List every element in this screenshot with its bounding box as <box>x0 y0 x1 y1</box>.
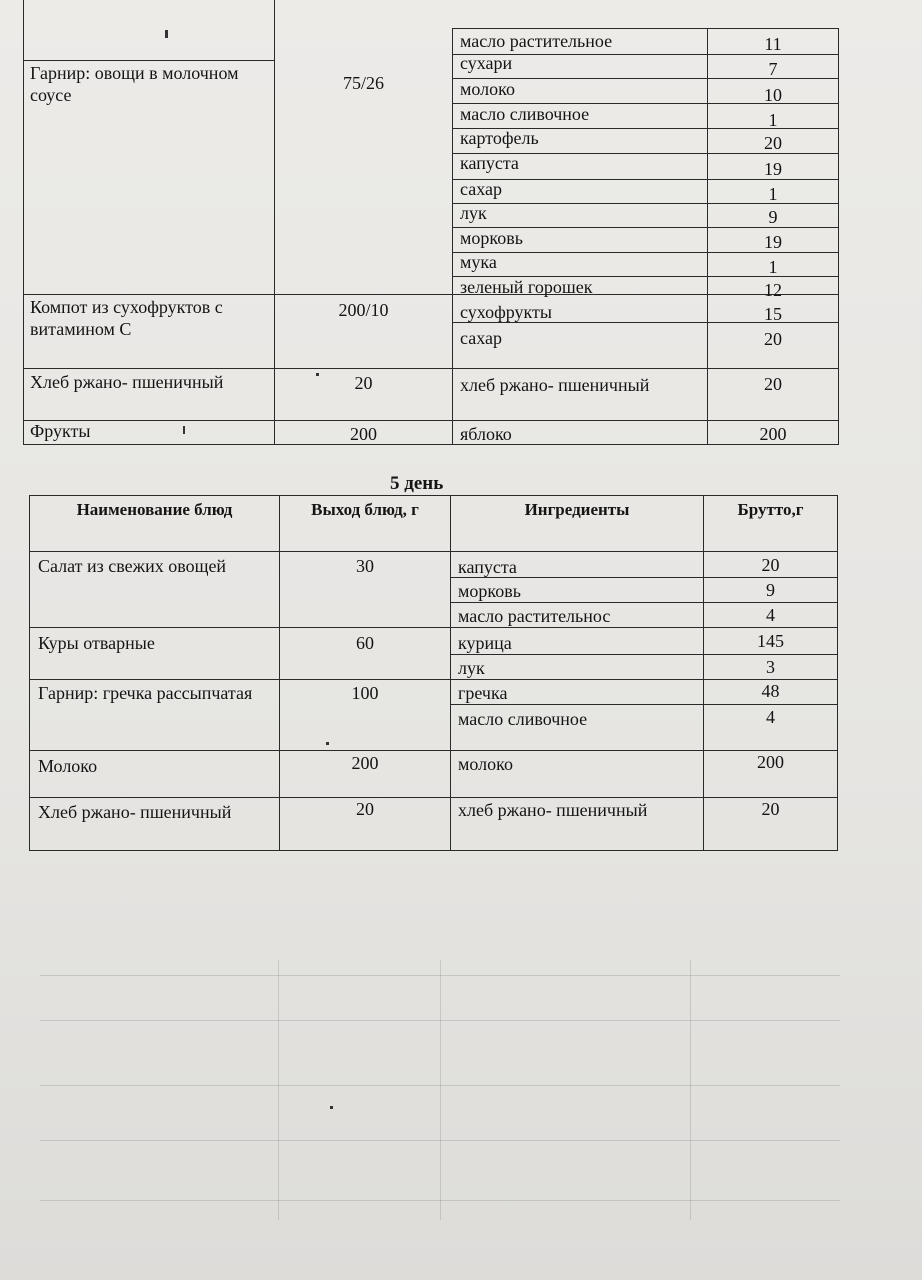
ingredient-cell: лук <box>460 203 487 223</box>
gross-cell: 20 <box>764 133 782 153</box>
ingredient-cell: масло растительное <box>460 31 613 51</box>
day-title: 5 день <box>390 473 444 494</box>
dish-yield: 20 <box>356 799 374 819</box>
ingredient-cell: хлеб ржано- пшеничный <box>460 375 650 395</box>
dish-yield: 20 <box>354 373 373 393</box>
ingredient-cell: масло сливочное <box>458 709 588 729</box>
ingredient-cell: капуста <box>458 557 517 577</box>
ingredient-cell: молоко <box>458 754 513 774</box>
gross-cell: 3 <box>766 657 775 677</box>
dish-name: Салат из свежих овощей <box>38 556 227 576</box>
ingredient-cell: молоко <box>460 79 515 99</box>
gross-cell: 48 <box>761 681 780 701</box>
gross-cell: 145 <box>757 631 784 651</box>
ingredient-cell: хлеб ржано- пшеничный <box>458 800 648 820</box>
gross-cell: 20 <box>761 555 780 575</box>
ingredient-cell: сухари <box>460 53 513 73</box>
ingredient-cell: морковь <box>460 228 523 248</box>
gross-cell: 19 <box>764 232 782 252</box>
dish-name: Молоко <box>38 756 98 776</box>
ingredient-cell: яблоко <box>460 424 512 444</box>
dish-name: Компот из сухофруктов с витамином С <box>30 297 223 339</box>
gross-cell: 19 <box>764 159 782 179</box>
dish-yield: 200 <box>350 424 377 444</box>
ingredient-cell: гречка <box>458 683 508 703</box>
dish-yield: 200/10 <box>338 300 389 320</box>
gross-cell: 20 <box>761 799 780 819</box>
ingredient-cell: масло растительнос <box>458 606 611 626</box>
dish-yield: 60 <box>356 633 374 653</box>
print-mark <box>326 742 329 745</box>
print-mark <box>316 373 319 376</box>
gross-cell: 9 <box>766 580 775 600</box>
gross-cell: 15 <box>764 304 782 324</box>
dish-name: Куры отварные <box>38 633 155 653</box>
ingredient-cell: сахар <box>460 328 502 348</box>
ingredient-cell: морковь <box>458 581 521 601</box>
dish-name: Хлеб ржано- пшеничный <box>38 802 232 822</box>
column-header-yield: Выход блюд, г <box>311 500 419 519</box>
ingredient-cell: капуста <box>460 153 519 173</box>
gross-cell: 1 <box>768 257 778 277</box>
column-header-gross: Брутто,г <box>737 500 804 519</box>
ingredient-cell: масло сливочное <box>460 104 590 124</box>
gross-cell: 20 <box>764 329 782 349</box>
gross-cell: 12 <box>764 280 782 300</box>
ingredient-cell: картофель <box>460 128 539 148</box>
dish-yield: 30 <box>356 556 374 576</box>
gross-cell: 1 <box>768 184 778 204</box>
dish-name: Гарнир: овощи в молочном соусе <box>30 63 239 105</box>
ingredient-cell: сухофрукты <box>460 302 552 322</box>
gross-cell: 20 <box>764 374 782 394</box>
gross-cell: 9 <box>768 207 778 227</box>
print-mark <box>330 1106 333 1109</box>
gross-cell: 200 <box>757 752 784 772</box>
dish-yield: 200 <box>351 753 379 773</box>
print-mark <box>165 30 168 38</box>
gross-cell: 200 <box>759 424 787 444</box>
gross-cell: 4 <box>766 605 775 625</box>
print-mark <box>183 426 185 434</box>
gross-cell: 7 <box>768 59 778 79</box>
dish-name: Хлеб ржано- пшеничный <box>30 372 224 392</box>
gross-cell: 10 <box>764 85 782 105</box>
column-header-ingredients: Ингредиенты <box>524 500 630 519</box>
gross-cell: 11 <box>764 34 782 54</box>
column-header-dish: Наименование блюд <box>76 500 233 519</box>
ingredient-cell: сахар <box>460 179 502 199</box>
gross-cell: 4 <box>766 707 775 727</box>
ingredient-cell: лук <box>458 658 485 678</box>
dish-yield: 100 <box>351 683 379 703</box>
gross-cell: 1 <box>768 110 778 130</box>
dish-yield: 75/26 <box>342 73 384 93</box>
dish-name: Гарнир: гречка рассыпчатая <box>38 683 253 703</box>
dish-name: Фрукты <box>30 421 91 441</box>
ingredient-cell: зеленый горошек <box>460 277 593 297</box>
ingredient-cell: мука <box>460 252 497 272</box>
ingredient-cell: курица <box>458 633 512 653</box>
